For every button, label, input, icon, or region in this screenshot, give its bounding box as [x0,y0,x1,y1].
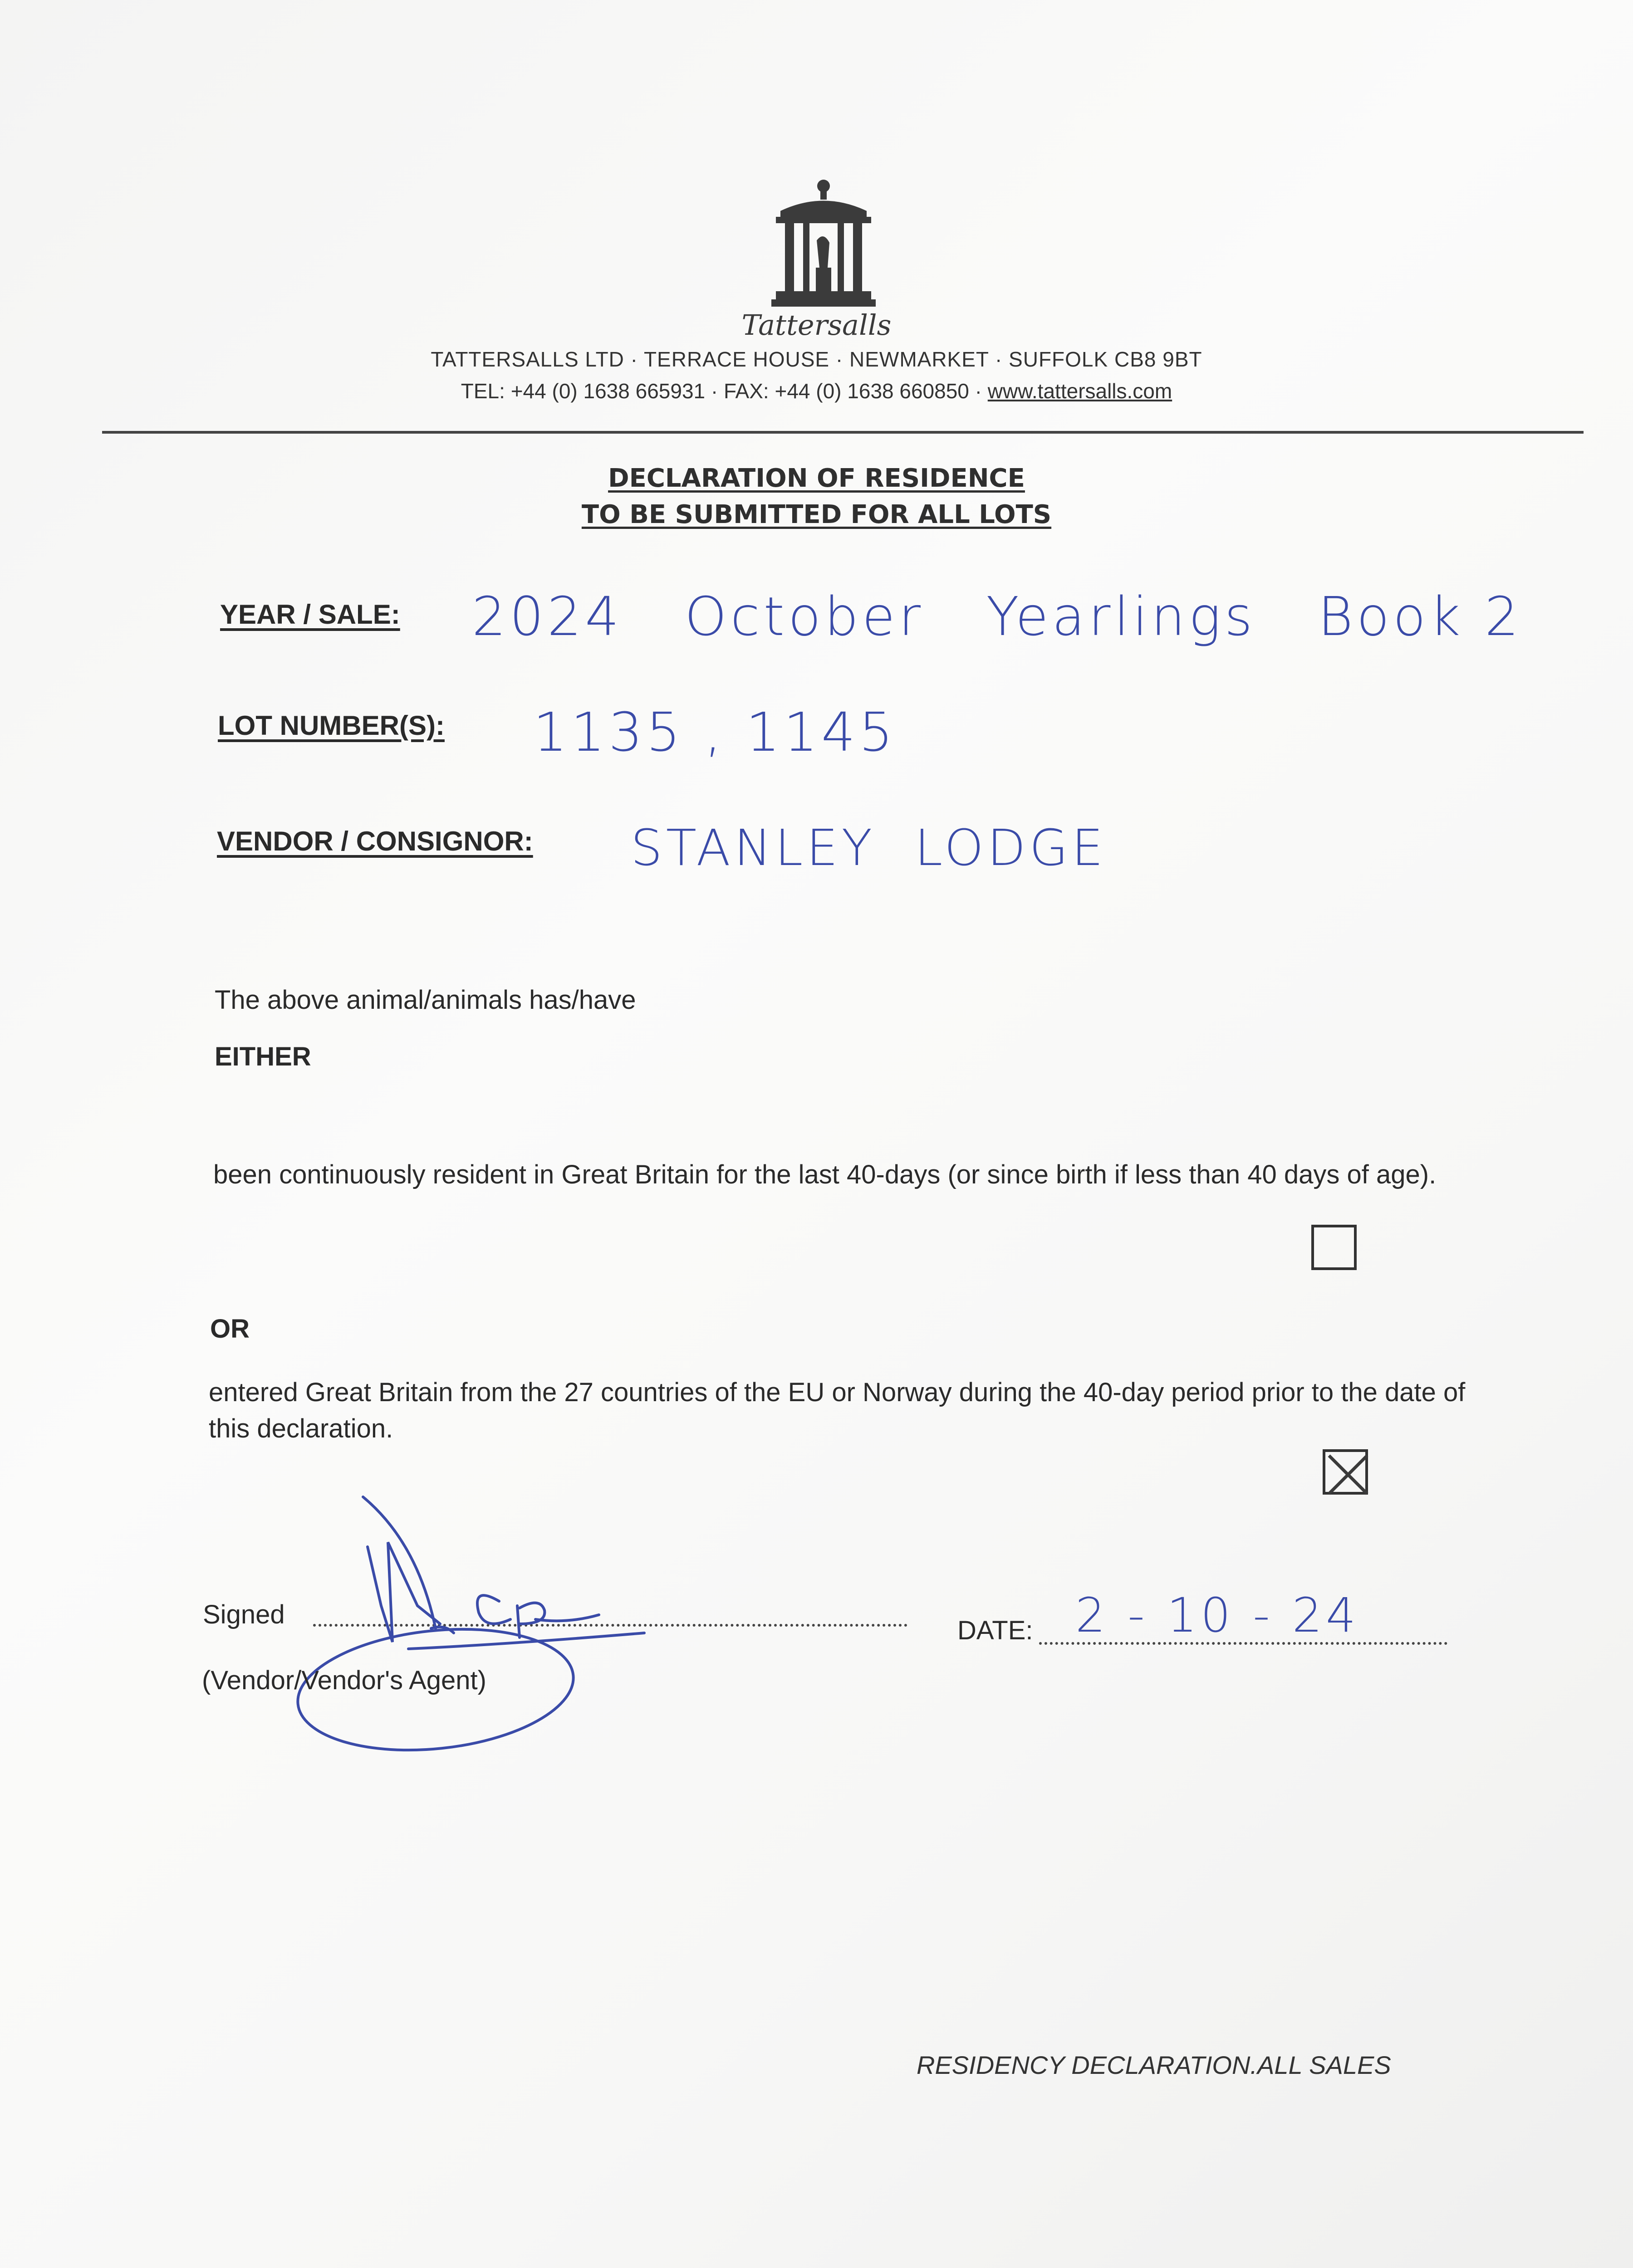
date-value: 2 - 10 - 24 [1075,1588,1360,1643]
vendor-value: STANLEY LODGE [631,819,1107,877]
lot-numbers-label: LOT NUMBER(S): [218,710,445,741]
contact-line [0,379,1633,403]
contact-text: TEL: +44 (0) 1638 665931 · FAX: +44 (0) 1638 660850 · [461,379,988,403]
option-2-text: entered Great Britain from the 27 countries of the EU or Norway during the 40-day period prior to the date of this declaration. [209,1378,1466,1443]
form-title [0,460,1633,533]
option-1-text: been continuously resident in Great Britain for the last 40-days (or since birth if less than 40 days of age). [213,1160,1437,1189]
check-cross-icon [1325,1452,1371,1497]
vendor-label: VENDOR / CONSIGNOR: [217,826,533,856]
agent-label: (Vendor/Vendor's Agent) [202,1666,486,1695]
website-link[interactable]: www.tattersalls.com [987,379,1172,403]
year-sale-value: 2024 October Yearlings Book 2 [472,585,1523,648]
option-1-checkbox[interactable] [1311,1225,1357,1270]
title-line-1: DECLARATION OF RESIDENCE [608,464,1025,493]
header-divider [102,431,1584,434]
handwritten-signature-icon [272,1488,681,1769]
signed-label: Signed [203,1600,285,1629]
tattersalls-logo-icon [771,177,876,308]
title-line-2: TO BE SUBMITTED FOR ALL LOTS [581,500,1052,529]
address-line: TATTERSALLS LTD · TERRACE HOUSE · NEWMARKET · SUFFOLK CB8 9BT [431,347,1202,371]
option-2-checkbox[interactable] [1323,1449,1368,1495]
date-label: DATE: [957,1616,1033,1645]
or-label: OR [210,1314,250,1344]
lot-numbers-value: 1135 , 1145 [533,701,897,763]
either-label: EITHER [215,1042,311,1071]
year-sale-label: YEAR / SALE: [220,599,400,630]
footer-reference: RESIDENCY DECLARATION.ALL SALES [917,2051,1391,2079]
brand-name: Tattersalls [741,308,892,342]
statement-intro: The above animal/animals has/have [215,985,636,1015]
